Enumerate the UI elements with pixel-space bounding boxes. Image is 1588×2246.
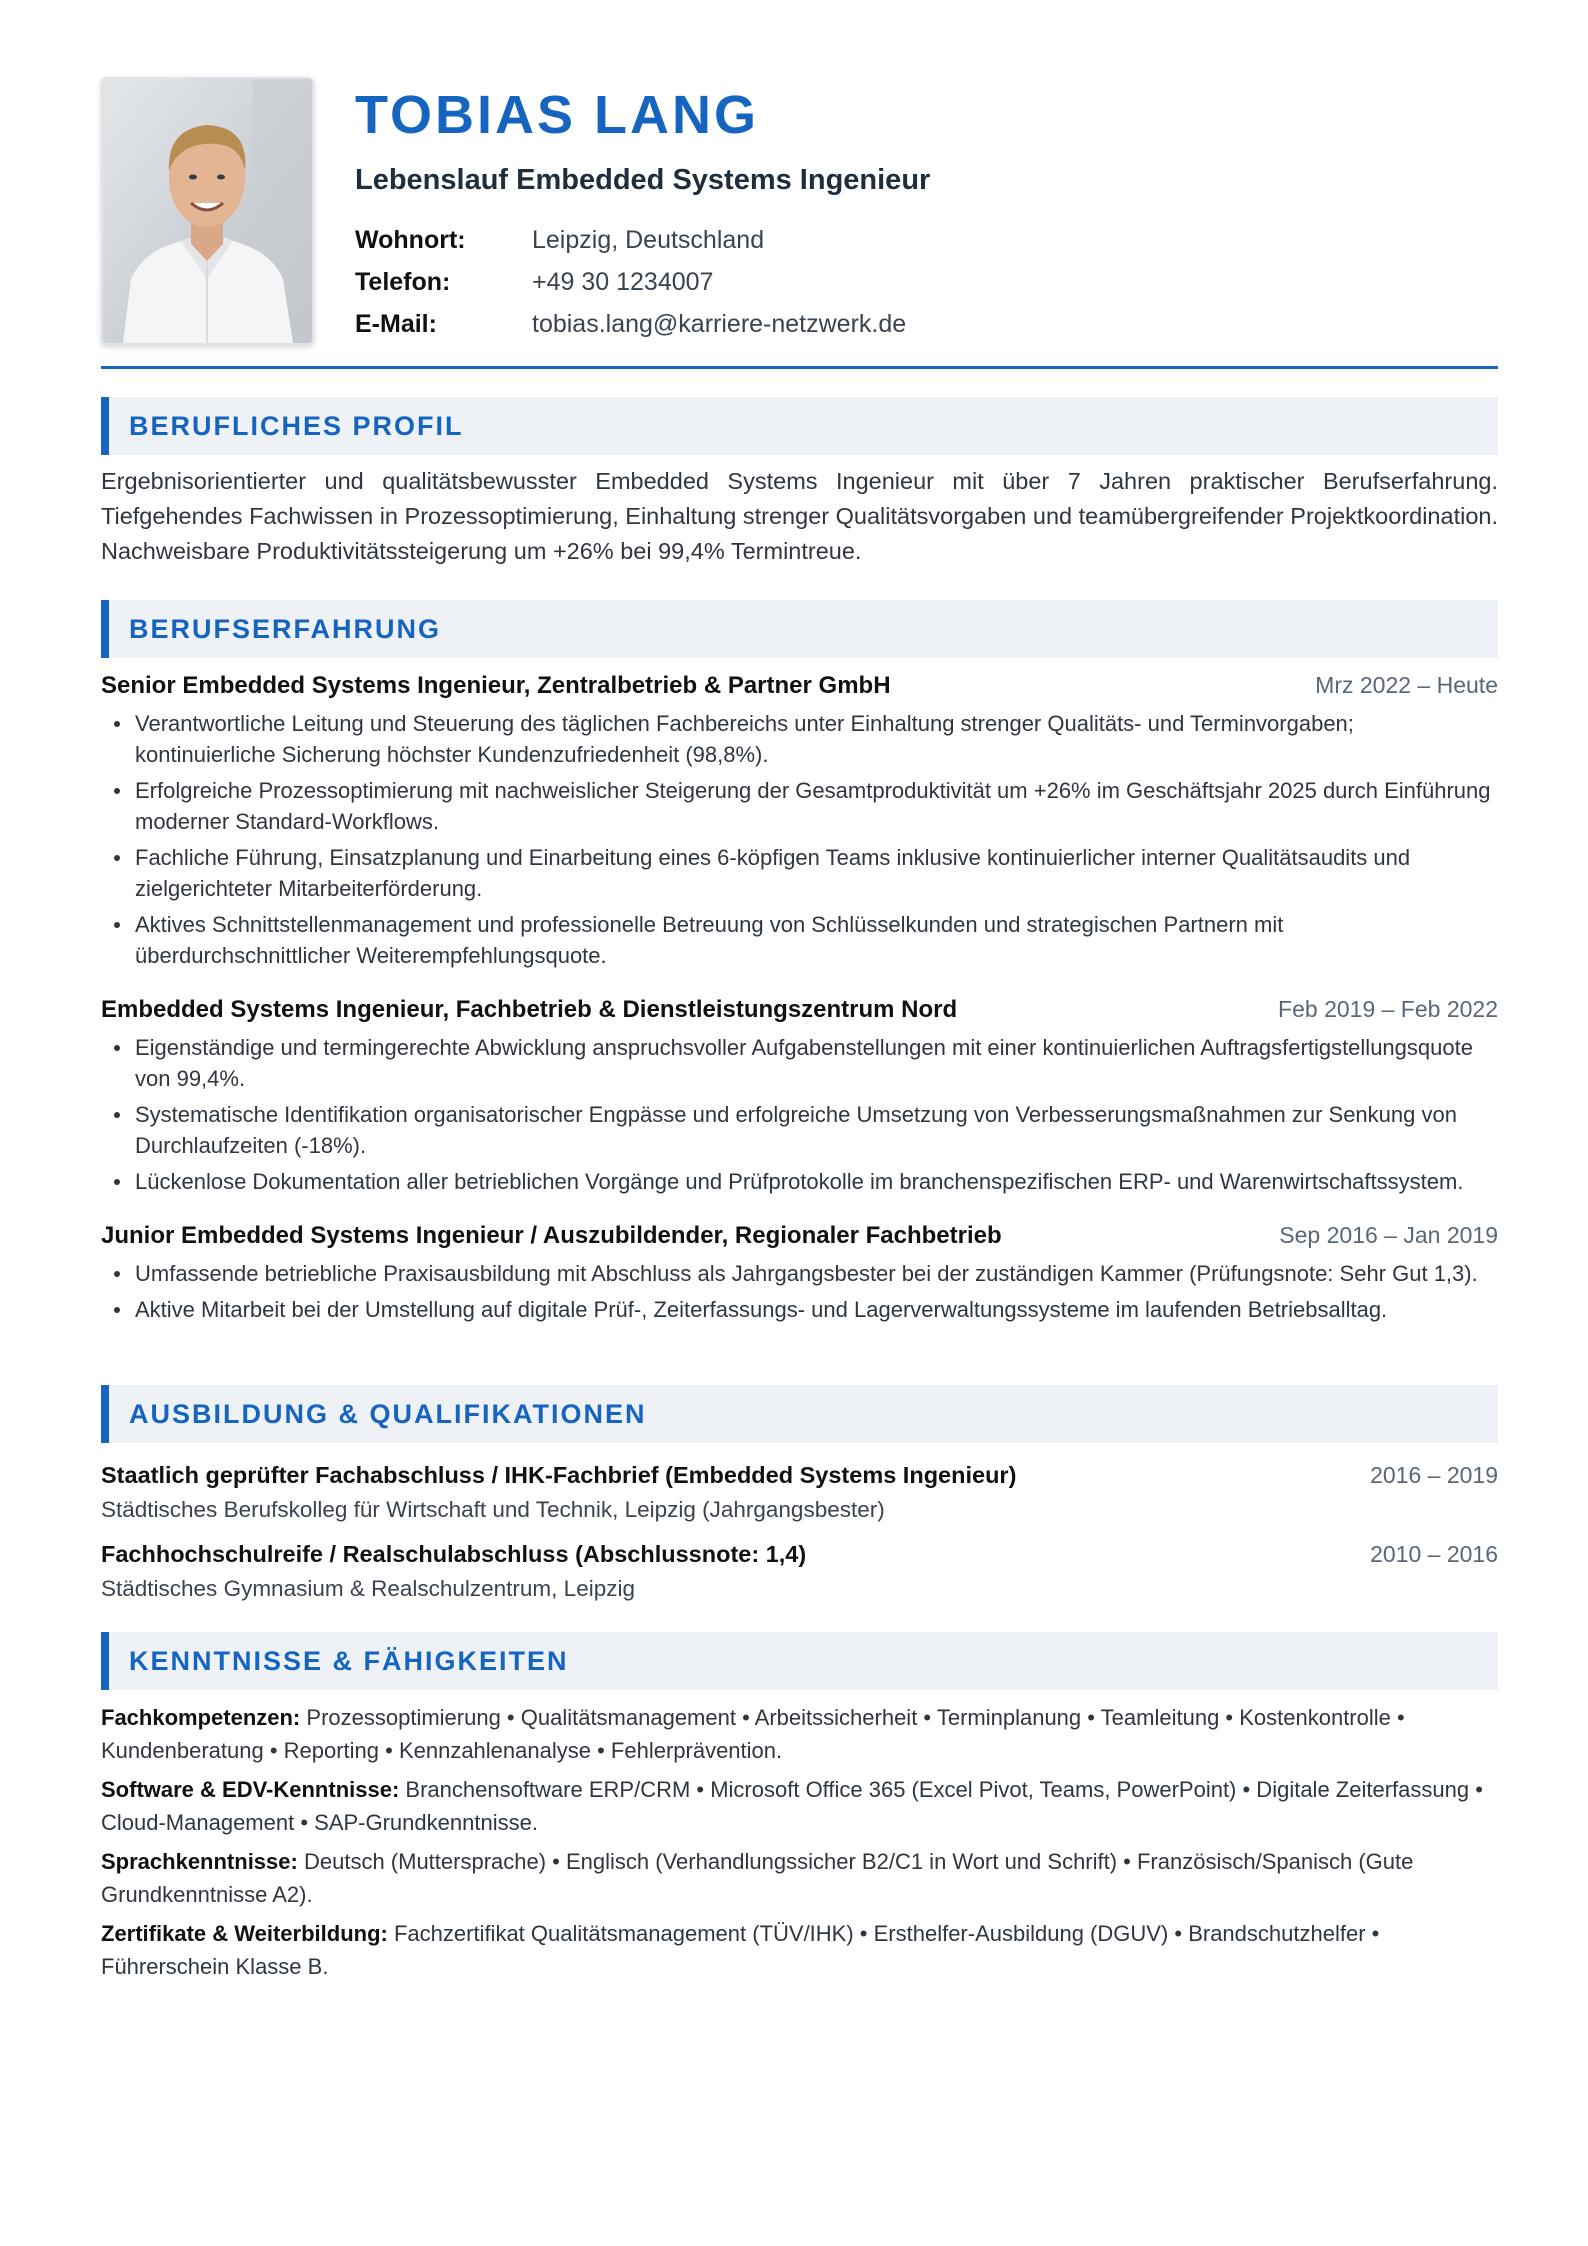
job-title: Junior Embedded Systems Ingenieur / Auszubildender, Regionaler Fachbetrieb bbox=[101, 1222, 1002, 1249]
contact-row-location bbox=[355, 219, 906, 261]
skill-label: Software & EDV-Kenntnisse: bbox=[101, 1777, 400, 1802]
contact-row-phone bbox=[355, 261, 906, 303]
job-title: Embedded Systems Ingenieur, Fachbetrieb & Dienstleistungszentrum Nord bbox=[101, 996, 958, 1023]
school-name: Städtisches Berufskolleg für Wirtschaft und Technik, Leipzig (Jahrgangsbester) bbox=[101, 1497, 885, 1522]
header-divider bbox=[101, 366, 1498, 369]
skill-label: Sprachkenntnisse: bbox=[101, 1849, 298, 1874]
education-date: 2010 – 2016 bbox=[1370, 1541, 1498, 1567]
section-title: KENNTNISSE & FÄHIGKEITEN bbox=[129, 1645, 569, 1676]
job-header bbox=[101, 672, 1498, 704]
skill-text: Deutsch (Muttersprache) • Englisch (Verhandlungssicher B2/C1 in Wort und Schrift) • Französisch/Spanisch (Gute Grundkenntnisse A2). bbox=[101, 1849, 1414, 1907]
section-title: BERUFSERFAHRUNG bbox=[129, 613, 442, 644]
email-value: tobias.lang@karriere-netzwerk.de bbox=[532, 309, 907, 338]
job-entry bbox=[101, 1222, 1498, 1330]
skill-label: Zertifikate & Weiterbildung: bbox=[101, 1921, 388, 1946]
skill-label: Fachkompetenzen: bbox=[101, 1705, 301, 1730]
section-header-education bbox=[101, 1385, 1498, 1443]
job-entry bbox=[101, 672, 1498, 976]
list-item: Verantwortliche Leitung und Steuerung des täglichen Fachbereichs unter Einhaltung strenger Qualitäts- und Terminvorgaben; kontinuierliche Sicherung höchster Kundenzufriedenheit (98,8%). bbox=[135, 708, 1498, 770]
job-bullets bbox=[101, 1032, 1498, 1197]
school-name: Städtisches Gymnasium & Realschulzentrum, Leipzig bbox=[101, 1576, 635, 1601]
education-date: 2016 – 2019 bbox=[1370, 1462, 1498, 1488]
list-item: Aktives Schnittstellenmanagement und professionelle Betreuung von Schlüsselkunden und strategischen Partnern mit überdurchschnittlicher Weiterempfehlungsquote. bbox=[135, 909, 1498, 971]
skill-text: Branchensoftware ERP/CRM • Microsoft Office 365 (Excel Pivot, Teams, PowerPoint) • Digitale Zeiterfassung • Cloud-Management • SAP-Grundkenntnisse. bbox=[101, 1777, 1483, 1835]
skills-list bbox=[101, 1701, 1498, 1989]
education-header bbox=[101, 1541, 1498, 1573]
section-title: BERUFLICHES PROFIL bbox=[129, 410, 464, 441]
section-header-experience bbox=[101, 600, 1498, 658]
list-item: Systematische Identifikation organisatorischer Engpässe und erfolgreiche Umsetzung von Verbesserungsmaßnahmen zur Senkung von Durchlaufzeiten (-18%). bbox=[135, 1099, 1498, 1161]
skill-text: Fachzertifikat Qualitätsmanagement (TÜV/IHK) • Ersthelfer-Ausbildung (DGUV) • Brandschutzhelfer • Führerschein Klasse B. bbox=[101, 1921, 1380, 1979]
phone-value: +49 30 1234007 bbox=[532, 267, 714, 296]
list-item: Eigenständige und termingerechte Abwicklung anspruchsvoller Aufgabenstellungen mit einer kontinuierlichen Auftragsfertigstellungsquote von 99,4%. bbox=[135, 1032, 1498, 1094]
skill-row bbox=[101, 1845, 1498, 1911]
job-header bbox=[101, 1222, 1498, 1254]
degree-title: Staatlich geprüfter Fachabschluss / IHK-Fachbrief (Embedded Systems Ingenieur) bbox=[101, 1462, 1017, 1488]
list-item: Erfolgreiche Prozessoptimierung mit nachweislicher Steigerung der Gesamtproduktivität um +26% im Geschäftsjahr 2025 durch Einführung moderner Standard-Workflows. bbox=[135, 775, 1498, 837]
contact-row-email bbox=[355, 303, 906, 345]
job-date: Sep 2016 – Jan 2019 bbox=[1279, 1222, 1498, 1248]
profile-photo bbox=[101, 77, 314, 345]
job-bullets bbox=[101, 708, 1498, 971]
job-date: Feb 2019 – Feb 2022 bbox=[1278, 996, 1498, 1022]
list-item: Fachliche Führung, Einsatzplanung und Einarbeitung eines 6-köpfigen Teams inklusive kontinuierlicher interner Qualitätsaudits und zielgerichteter Mitarbeiterförderung. bbox=[135, 842, 1498, 904]
job-title: Senior Embedded Systems Ingenieur, Zentralbetrieb & Partner GmbH bbox=[101, 672, 891, 699]
portrait-image bbox=[103, 79, 312, 343]
contact-label: Wohnort: bbox=[355, 225, 466, 254]
education-entry bbox=[101, 1541, 1498, 1605]
section-header-skills bbox=[101, 1632, 1498, 1690]
job-header bbox=[101, 996, 1498, 1028]
job-entry bbox=[101, 996, 1498, 1202]
degree-title: Fachhochschulreife / Realschulabschluss (Abschlussnote: 1,4) bbox=[101, 1541, 807, 1567]
section-title: AUSBILDUNG & QUALIFIKATIONEN bbox=[129, 1398, 647, 1429]
list-item: Lückenlose Dokumentation aller betrieblichen Vorgänge und Prüfprotokolle im branchenspezifischen ERP- und Warenwirtschaftssystem. bbox=[135, 1166, 1498, 1197]
section-header-profile bbox=[101, 397, 1498, 455]
education-entry bbox=[101, 1462, 1498, 1526]
education-header bbox=[101, 1462, 1498, 1494]
profile-summary: Ergebnisorientierter und qualitätsbewusster Embedded Systems Ingenieur mit über 7 Jahren praktischer Berufserfahrung. Tiefgehendes Fachwissen in Prozessoptimierung, Einhaltung strenger Qualitätsvorgaben und teamübergreifender Projektkoordination. Nachweisbare Produktivitätssteigerung um +26% bei 99,4% Termintreue. bbox=[101, 468, 1498, 564]
skill-text: Prozessoptimierung • Qualitätsmanagement • Arbeitssicherheit • Terminplanung • Teamleitung • Kostenkontrolle • Kundenberatung • Reporting • Kennzahlenanalyse • Fehlerprävention. bbox=[101, 1705, 1405, 1763]
list-item: Umfassende betriebliche Praxisausbildung mit Abschluss als Jahrgangsbester bei der zuständigen Kammer (Prüfungsnote: Sehr Gut 1,3). bbox=[135, 1258, 1498, 1289]
job-date: Mrz 2022 – Heute bbox=[1315, 672, 1498, 698]
document-subtitle: Lebenslauf Embedded Systems Ingenieur bbox=[355, 164, 931, 196]
location-value: Leipzig, Deutschland bbox=[532, 225, 765, 254]
contact-label: E-Mail: bbox=[355, 309, 437, 338]
job-bullets bbox=[101, 1258, 1498, 1325]
candidate-name: TOBIAS LANG bbox=[355, 85, 760, 145]
contact-label: Telefon: bbox=[355, 267, 451, 296]
skill-row bbox=[101, 1701, 1498, 1767]
list-item: Aktive Mitarbeit bei der Umstellung auf digitale Prüf-, Zeiterfassungs- und Lagerverwaltungssysteme im laufenden Betriebsalltag. bbox=[135, 1294, 1498, 1325]
contact-info bbox=[355, 219, 906, 345]
skill-row bbox=[101, 1773, 1498, 1839]
skill-row bbox=[101, 1917, 1498, 1983]
